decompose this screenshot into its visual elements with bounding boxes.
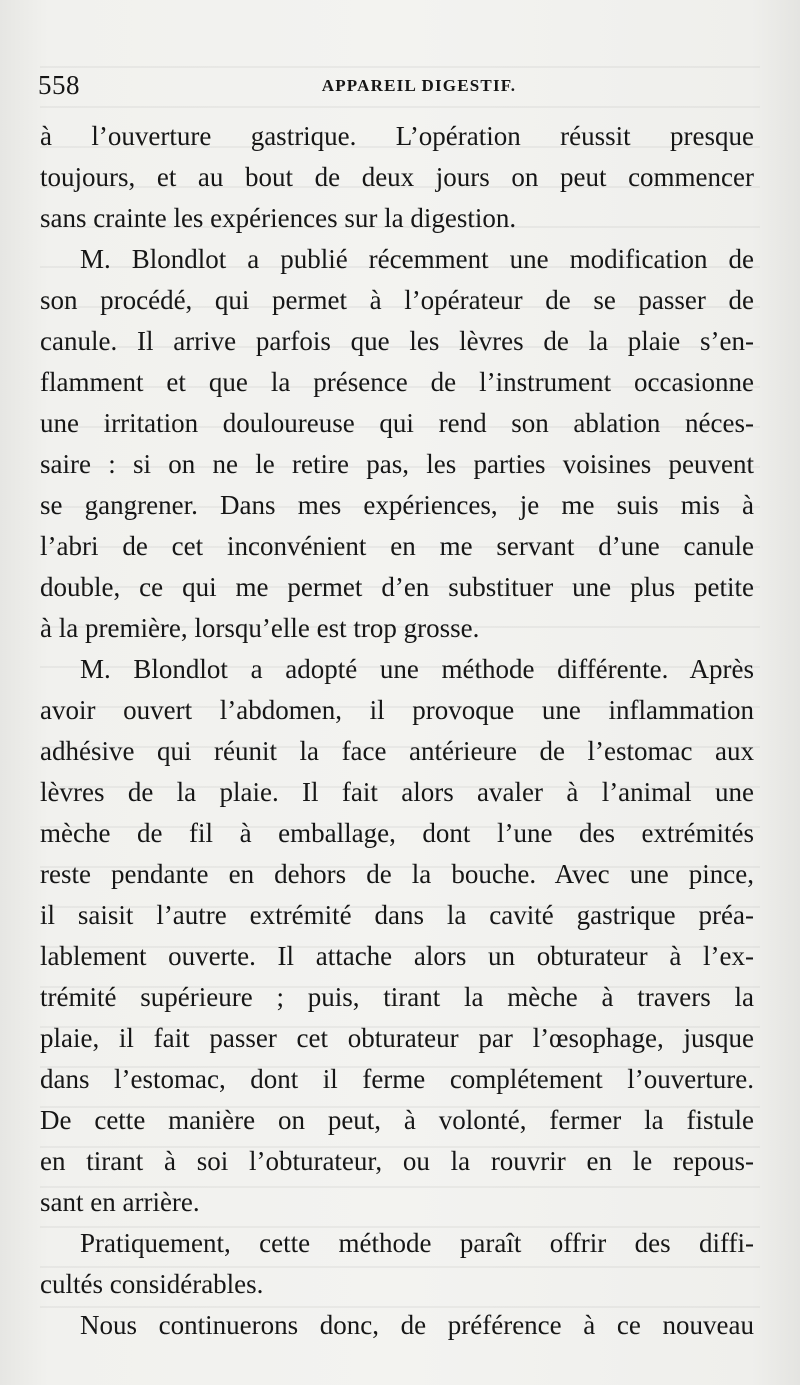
text-line: à l’ouverture gastrique. L’opération réussit presque [40, 121, 754, 151]
text-line: à la première, lorsqu’elle est trop grosse. [40, 613, 480, 643]
text-line: De cette manière on peut, à volonté, fermer la fistule [40, 1105, 754, 1135]
page-number: 558 [38, 70, 80, 100]
text-line: il saisit l’autre extrémité dans la cavité gastrique préa- [40, 900, 754, 930]
text-line: saire : si on ne le retire pas, les parties voisines peuvent [40, 449, 754, 479]
text-line: M. Blondlot a publié récemment une modification de [80, 244, 754, 274]
body-text [40, 116, 754, 1346]
text-line: sans crainte les expériences sur la digestion. [40, 203, 517, 233]
text-line: son procédé, qui permet à l’opérateur de se passer de [40, 285, 754, 315]
text-line: plaie, il fait passer cet obturateur par l’œsophage, jusque [40, 1023, 754, 1053]
text-line: trémité supérieure ; puis, tirant la mèche à travers la [40, 982, 754, 1012]
text-line: canule. Il arrive parfois que les lèvres de la plaie s’en- [40, 326, 754, 356]
text-line: lèvres de la plaie. Il fait alors avaler à l’animal une [40, 777, 754, 807]
running-title: APPAREIL DIGESTIF. [321, 76, 517, 95]
text-line: se gangrener. Dans mes expériences, je me suis mis à [40, 490, 754, 520]
text-line: mèche de fil à emballage, dont l’une des extrémités [40, 818, 754, 848]
text-line: en tirant à soi l’obturateur, ou la rouvrir en le repous- [40, 1146, 754, 1176]
text-line: l’abri de cet inconvénient en me servant d’une canule [40, 531, 754, 561]
text-line: lablement ouverte. Il attache alors un obturateur à l’ex- [40, 941, 754, 971]
text-line: double, ce qui me permet d’en substituer une plus petite [40, 572, 754, 602]
text-line: Nous continuerons donc, de préférence à ce nouveau [80, 1310, 754, 1340]
text-line: dans l’estomac, dont il ferme complétement l’ouverture. [40, 1064, 754, 1094]
text-line: sant en arrière. [40, 1187, 200, 1217]
text-line: cultés considérables. [40, 1269, 264, 1299]
text-line: toujours, et au bout de deux jours on peut commencer [40, 162, 754, 192]
page-header [38, 70, 760, 104]
text-line: avoir ouvert l’abdomen, il provoque une inflammation [40, 695, 754, 725]
text-line: reste pendante en dehors de la bouche. Avec une pince, [40, 859, 754, 889]
text-line: une irritation douloureuse qui rend son ablation néces- [40, 408, 754, 438]
text-line: M. Blondlot a adopté une méthode différente. Après [80, 654, 754, 684]
text-line: flamment et que la présence de l’instrument occasionne [40, 367, 754, 397]
text-line: Pratiquement, cette méthode paraît offrir des diffi- [80, 1228, 754, 1258]
text-line: adhésive qui réunit la face antérieure de l’estomac aux [40, 736, 754, 766]
